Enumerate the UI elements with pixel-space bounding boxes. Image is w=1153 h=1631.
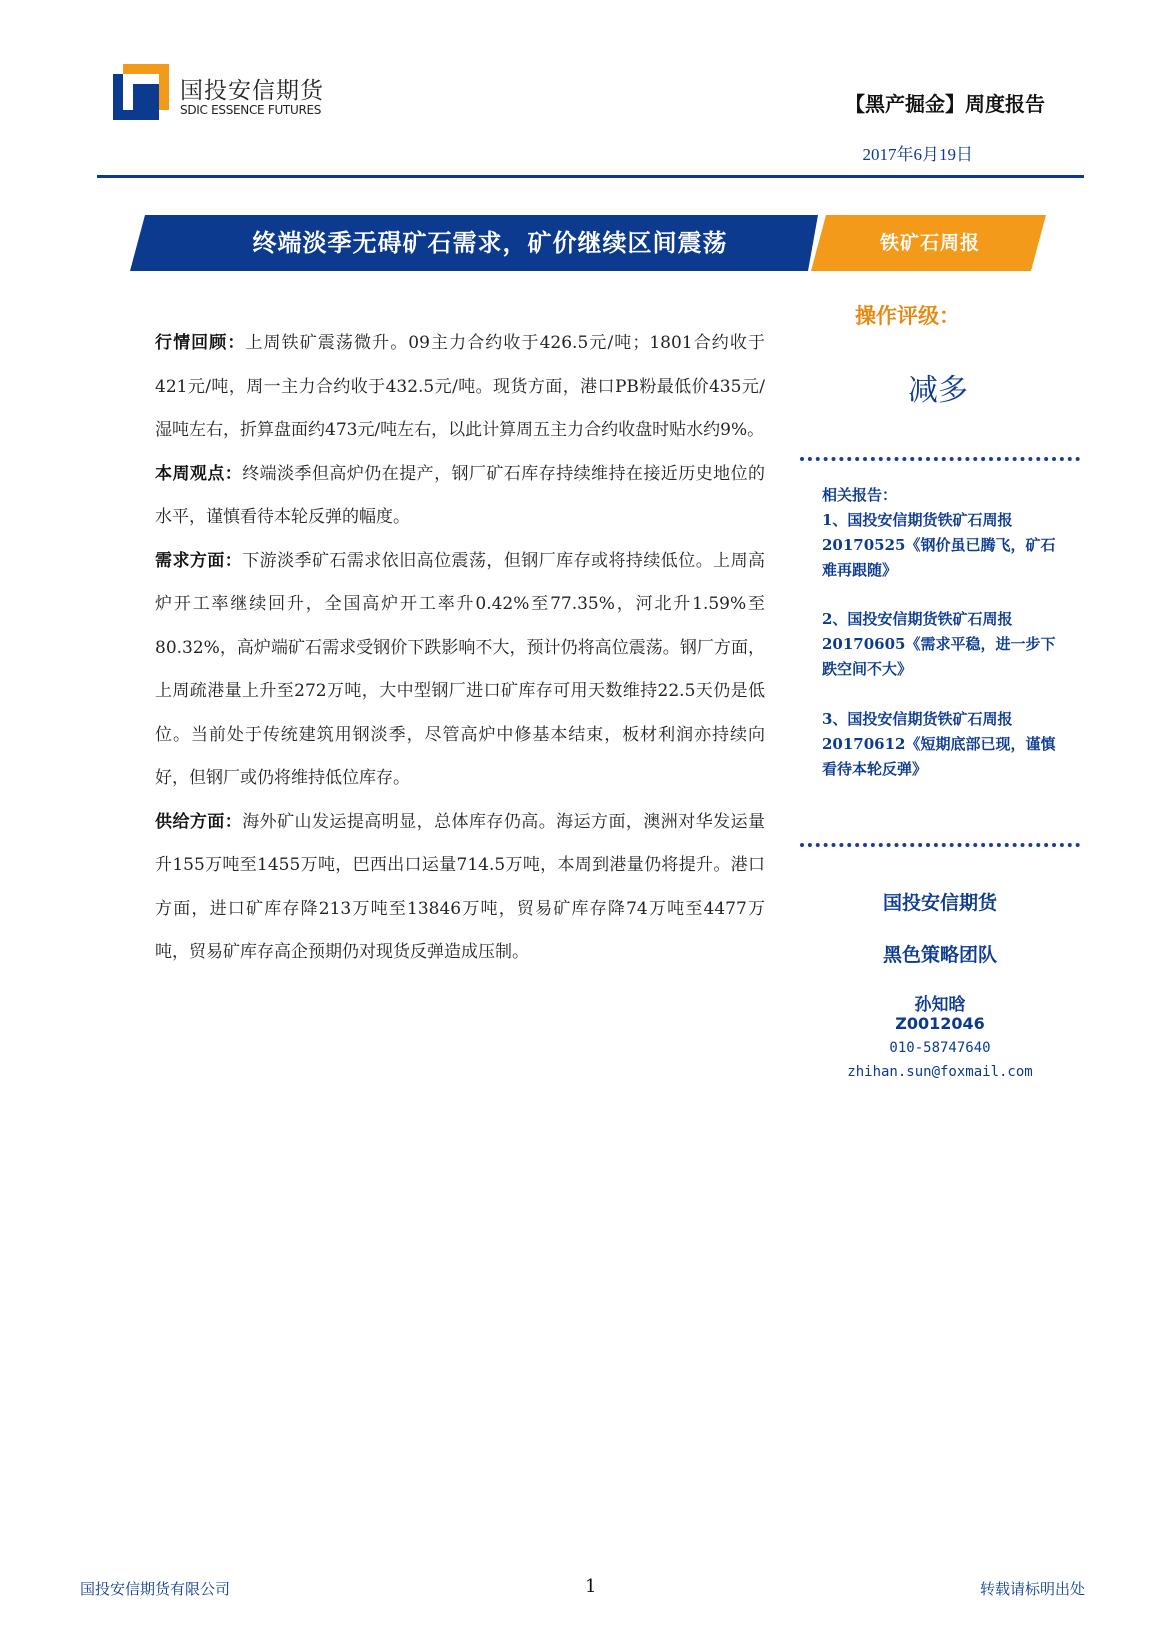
related-report-line: 看待本轮反弹》 [822, 760, 928, 778]
analyst-email[interactable]: zhihan.sun@foxmail.com [847, 1064, 1033, 1080]
related-report-line: 跌空间不大》 [822, 660, 913, 678]
paragraph-label: 行情回顾： [155, 333, 246, 353]
related-report-line: 20170525《钢价虽已腾飞，矿石 [822, 536, 1056, 554]
company-name-en: SDIC ESSENCE FUTURES [180, 103, 322, 117]
paragraph-text: 上周铁矿震荡微升。09主力合约收于426.5元/吨；1801合约收于421元/吨，周一主力合约收于432.5元/吨。现货方面，港口PB粉最低价435元/湿吨左右，折算盘面约473元/吨左右，以此计算周五主力合约收盘时贴水约9%。 [155, 333, 765, 440]
related-report-line: 20170605《需求平稳，进一步下 [822, 635, 1056, 653]
sidebar-divider [800, 843, 1080, 847]
footer-notice: 转载请标明出处 [979, 1580, 1085, 1598]
analyst-license: Z0012046 [895, 1014, 985, 1033]
related-report-line: 难再跟随》 [822, 561, 898, 579]
related-report-item[interactable] [822, 508, 1092, 583]
report-date: 2017年6月19日 [862, 145, 973, 164]
report-category-tag: 铁矿石周报 [879, 232, 980, 254]
paragraph-label: 本周观点： [155, 463, 243, 484]
paragraph-supply [155, 801, 765, 975]
related-report-line: 1、国投安信期货铁矿石周报 [822, 511, 1013, 529]
analyst-name: 孙知晗 [914, 995, 966, 1015]
report-title: 终端淡季无碍矿石需求，矿价继续区间震荡 [252, 228, 728, 257]
paragraph-text: 终端淡季但高炉仍在提产，钢厂矿石库存持续维持在接近历史地位的水平，谨慎看待本轮反弹的幅度。 [155, 463, 766, 527]
company-name-cn: 国投安信期货 [180, 78, 324, 104]
sidebar-divider [800, 457, 1080, 461]
main-content [155, 322, 765, 975]
paragraph-market-review [155, 322, 765, 453]
related-report-line: 3、国投安信期货铁矿石周报 [822, 710, 1013, 728]
page-number: 1 [585, 1576, 597, 1597]
related-reports-title: 相关报告： [822, 486, 898, 504]
paragraph-demand [155, 540, 765, 801]
related-report-item[interactable] [822, 607, 1092, 682]
related-report-line: 20170612《短期底部已现，谨慎 [822, 735, 1056, 753]
related-report-item[interactable] [822, 707, 1092, 782]
org-name: 国投安信期货 [882, 892, 997, 914]
related-report-line: 2、国投安信期货铁矿石周报 [822, 610, 1013, 628]
company-logo-icon [113, 64, 169, 120]
paragraph-label: 需求方面： [155, 550, 243, 571]
rating-value: 减多 [908, 373, 968, 408]
report-type: 【黑产掘金】周度报告 [845, 92, 1045, 116]
paragraph-label: 供给方面： [155, 811, 243, 832]
footer-company: 国投安信期货有限公司 [80, 1580, 231, 1598]
rating-label: 操作评级： [855, 304, 960, 328]
team-name: 黑色策略团队 [882, 944, 997, 966]
paragraph-weekly-view [155, 453, 765, 540]
paragraph-text: 下游淡季矿石需求依旧高位震荡，但钢厂库存或将持续低位。上周高炉开工率继续回升，全国高炉开工率升0.42%至77.35%，河北升1.59%至80.32%，高炉端矿石需求受钢价下跌影响不大，预计仍将高位震荡。钢厂方面，上周疏港量上升至272万吨，大中型钢厂进口矿库存可用天数维持22.5天仍是低位。当前处于传统建筑用钢淡季，尽管高炉中修基本结束，板材利润亦持续向好，但钢厂或仍将维持低位库存。 [155, 550, 766, 788]
paragraph-text: 海外矿山发运提高明显，总体库存仍高。海运方面，澳洲对华发运量升155万吨至1455万吨，巴西出口运量714.5万吨，本周到港量仍将提升。港口方面，进口矿库存降213万吨至13846万吨，贸易矿库存降74万吨至4477万吨，贸易矿库存高企预期仍对现货反弹造成压制。 [155, 811, 766, 962]
header-divider [97, 175, 1084, 178]
analyst-phone: 010-58747640 [889, 1040, 991, 1056]
